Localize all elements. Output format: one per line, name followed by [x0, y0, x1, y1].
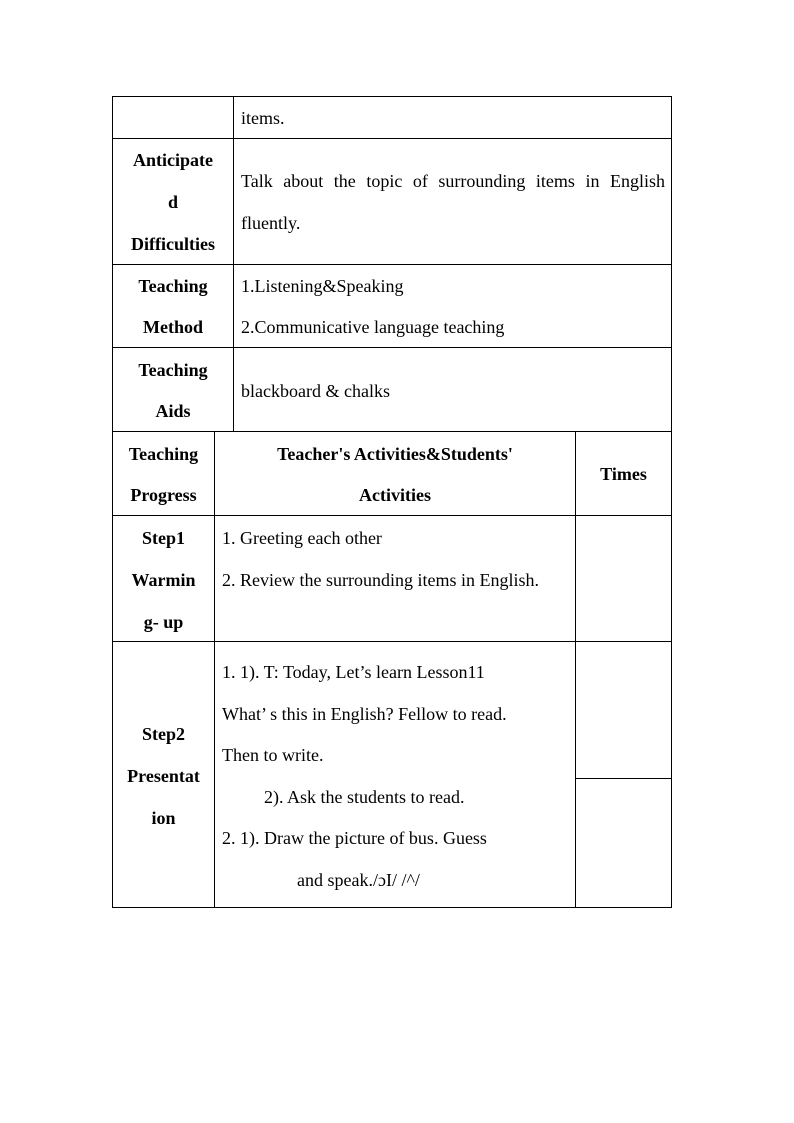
header-times: Times [600, 464, 647, 484]
lesson-plan-table [112, 96, 672, 908]
aids-label-line2: Aids [155, 401, 191, 421]
anticipated-label-line1: Anticipate [133, 150, 213, 170]
aids-content: blackboard & chalks [241, 381, 390, 401]
anticipated-content: Talk about the topic of surrounding items in English fluently. [241, 171, 665, 233]
times-cell-divider [575, 778, 671, 779]
step1-label-line2: Warmin [131, 570, 196, 590]
column-divider [575, 431, 576, 907]
step2-line-4: 2). Ask the students to read. [264, 787, 465, 807]
header-activities-line1: Teacher's Activities&Students' [277, 444, 513, 464]
method-item-1: 1.Listening&Speaking [241, 276, 404, 296]
step2-label-line2: Presentat [127, 766, 200, 786]
step2-line-3: Then to write. [222, 745, 324, 765]
step1-item-1: 1. Greeting each other [222, 528, 382, 548]
method-label-line2: Method [143, 317, 203, 337]
column-divider [233, 97, 234, 432]
step2-label-line1: Step2 [141, 724, 185, 744]
step2-line-5: 2. 1). Draw the picture of bus. Guess [222, 828, 487, 848]
method-item-2: 2.Communicative language teaching [241, 317, 505, 337]
anticipated-label-line2: d [167, 192, 178, 212]
step1-label-line1: Step1 [141, 528, 185, 548]
step2-line-1: 1. 1). T: Today, Let’s learn Lesson11 [222, 662, 485, 682]
items-continuation-text: items. [241, 108, 285, 128]
header-activities-line2: Activities [359, 485, 431, 505]
step2-line-2: What’ s this in English? Fellow to read. [222, 704, 507, 724]
step1-label-line3: g- up [143, 612, 184, 632]
step1-item-2: 2. Review the surrounding items in English. [222, 570, 539, 590]
aids-label-line1: Teaching [138, 360, 208, 380]
step2-line-6: and speak./ɔI/ /^/ [297, 870, 420, 890]
anticipated-label-line3: Difficulties [131, 234, 215, 254]
method-label-line1: Teaching [138, 276, 208, 296]
header-teaching-progress-line1: Teaching [128, 444, 199, 464]
step2-label-line3: ion [151, 808, 176, 828]
header-teaching-progress-line2: Progress [130, 485, 197, 505]
